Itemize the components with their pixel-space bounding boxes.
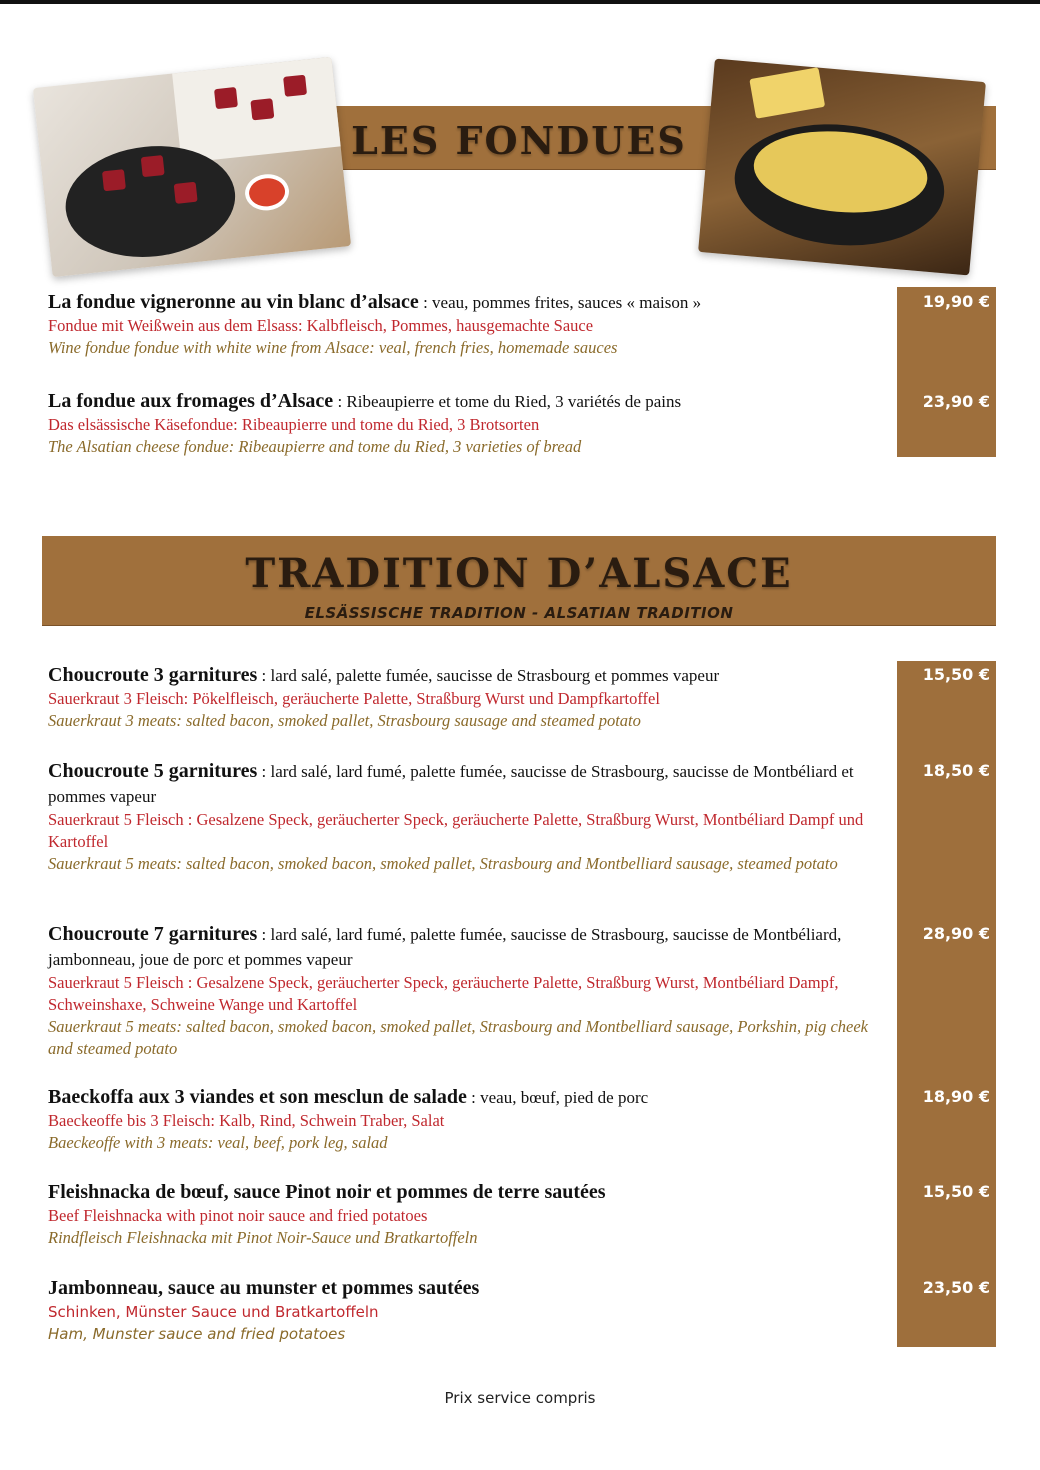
- price: 23,50 €: [922, 1278, 990, 1297]
- price: 15,50 €: [922, 1182, 990, 1201]
- menu-item-choucroute-3: [48, 663, 888, 732]
- item-english: Ham, Munster sauce and fried potatoes: [48, 1325, 346, 1343]
- item-description: : lard salé, palette fumée, saucisse de Strasbourg et pommes vapeur: [257, 666, 720, 685]
- item-description: : veau, pommes frites, sauces « maison »: [418, 293, 702, 312]
- top-border: [0, 0, 1040, 4]
- item-description: : lard salé, lard fumé, palette fumée, saucisse de Strasbourg, saucisse de Montbéliard, jambonneau, joue de porc et pommes vapeur: [48, 925, 842, 969]
- menu-item-fondue-fromages: [48, 389, 888, 458]
- item-german: Baeckeoffe bis 3 Fleisch: Kalb, Rind, Schwein Traber, Salat: [48, 1111, 445, 1130]
- item-german: Das elsässische Käsefondue: Ribeaupierre und tome du Ried, 3 Brotsorten: [48, 415, 540, 434]
- menu-item-fondue-vigneronne: [48, 290, 888, 359]
- item-name: La fondue vigneronne au vin blanc d’alsace: [48, 291, 419, 313]
- item-description: : lard salé, lard fumé, palette fumée, saucisse de Strasbourg, saucisse de Montbéliard et pommes vapeur: [48, 762, 854, 806]
- item-name: Baeckoffa aux 3 viandes et son mesclun de salade: [48, 1086, 467, 1108]
- footer-note: Prix service compris: [444, 1389, 596, 1407]
- fondues-price-column: [897, 287, 996, 457]
- menu-item-baeckoffa: [48, 1085, 888, 1154]
- item-german: Fondue mit Weißwein aus dem Elsass: Kalbfleisch, Pommes, hausgemachte Sauce: [48, 316, 594, 335]
- price: 15,50 €: [922, 665, 990, 684]
- menu-item-choucroute-5: [48, 759, 888, 875]
- item-english: Sauerkraut 5 meats: salted bacon, smoked bacon, smoked pallet, Strasbourg and Montbelliard sausage, steamed potato: [48, 854, 838, 873]
- item-german: Beef Fleishnacka with pinot noir sauce and fried potatoes: [48, 1206, 428, 1225]
- item-name: Jambonneau, sauce au munster et pommes sautées: [48, 1277, 480, 1299]
- fondue-meat-photo: [33, 57, 351, 277]
- menu-item-fleishnacka: [48, 1180, 888, 1249]
- item-english: Rindfleisch Fleishnacka mit Pinot Noir-Sauce und Bratkartoffeln: [48, 1228, 478, 1247]
- tradition-price-column: [897, 661, 996, 1347]
- item-english: Wine fondue fondue with white wine from Alsace: veal, french fries, homemade sauces: [48, 338, 618, 357]
- item-german: Sauerkraut 3 Fleisch: Pökelfleisch, geräucherte Palette, Straßburg Wurst und Dampfkartoffel: [48, 689, 660, 708]
- price: 23,90 €: [922, 392, 990, 411]
- item-name: La fondue aux fromages d’Alsace: [48, 390, 334, 412]
- item-english: Sauerkraut 5 meats: salted bacon, smoked bacon, smoked pallet, Strasbourg and Montbelliard sausage, Porkshin, pig cheek and steamed potato: [48, 1017, 868, 1058]
- price: 19,90 €: [922, 292, 990, 311]
- item-english: The Alsatian cheese fondue: Ribeaupierre and tome du Ried, 3 varieties of bread: [48, 437, 582, 456]
- tradition-subtitle: ELSÄSSISCHE TRADITION - ALSATIAN TRADITION: [304, 604, 734, 622]
- item-name: Fleishnacka de bœuf, sauce Pinot noir et pommes de terre sautées: [48, 1181, 606, 1203]
- price: 18,50 €: [922, 761, 990, 780]
- menu-item-choucroute-7: [48, 922, 888, 1060]
- fondues-title: LES FONDUES: [351, 118, 687, 163]
- cheese-fondue-photo: [698, 59, 986, 276]
- item-name: Choucroute 3 garnitures: [48, 664, 258, 686]
- item-description: : veau, bœuf, pied de porc: [466, 1088, 649, 1107]
- menu-item-jambonneau: [48, 1276, 888, 1345]
- item-description: : Ribeaupierre et tome du Ried, 3 variétés de pains: [333, 392, 682, 411]
- price: 28,90 €: [922, 924, 990, 943]
- item-german: Sauerkraut 5 Fleisch : Gesalzene Speck, geräucherter Speck, geräucherte Palette, Straßburg Wurst, Montbéliard Dampf und Kartoffel: [48, 810, 864, 851]
- item-german: Schinken, Münster Sauce und Bratkartoffeln: [48, 1303, 379, 1321]
- price: 18,90 €: [922, 1087, 990, 1106]
- item-english: Baeckeoffe with 3 meats: veal, beef, pork leg, salad: [48, 1133, 388, 1152]
- item-english: Sauerkraut 3 meats: salted bacon, smoked pallet, Strasbourg sausage and steamed potato: [48, 711, 641, 730]
- item-name: Choucroute 7 garnitures: [48, 923, 258, 945]
- tradition-banner: [42, 536, 996, 626]
- tradition-title: TRADITION D’ALSACE: [245, 550, 793, 597]
- item-german: Sauerkraut 5 Fleisch : Gesalzene Speck, geräucherter Speck, geräucherte Palette, Straßburg Wurst, Montbéliard Dampf, Schweinshaxe, Schweine Wange und Kartoffel: [48, 973, 839, 1014]
- item-name: Choucroute 5 garnitures: [48, 760, 258, 782]
